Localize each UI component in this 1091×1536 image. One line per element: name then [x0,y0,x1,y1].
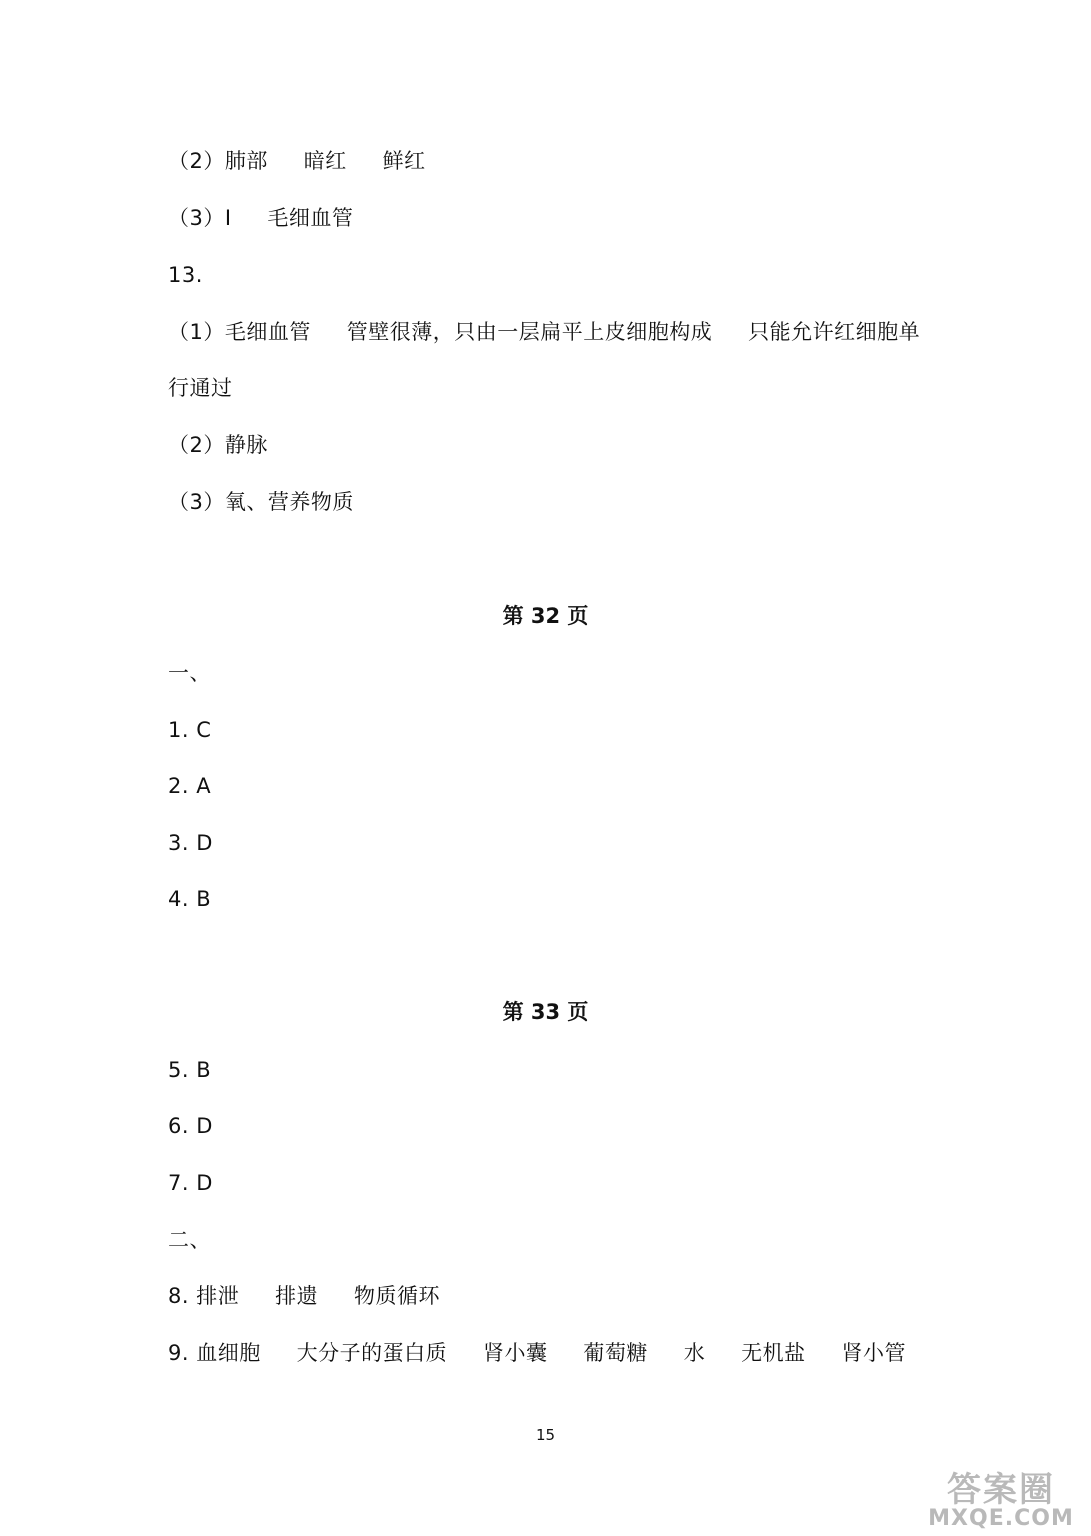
page-number: 15 [535,1426,556,1444]
watermark-url: MXQE.COM [928,1506,1074,1531]
answer-line: 5. B [168,1058,212,1082]
answer-line: 1. C [168,718,212,742]
section-heading: 第 32 页 [502,604,589,628]
question-number: 13. [168,263,203,287]
answer-line: 8. 排泄 排遗 物质循环 [168,1284,440,1308]
answer-line: 3. D [168,831,213,855]
answer-line: 4. B [168,887,212,911]
answer-line: （3）I 毛细血管 [168,206,354,230]
answer-line: （2）肺部 暗红 鲜红 [168,149,426,173]
answer-line-continued: 行通过 [168,376,233,400]
answer-line: 6. D [168,1114,213,1138]
answer-line: （1）毛细血管 管壁很薄，只由一层扁平上皮细胞构成 只能允许红细胞单 [168,320,921,344]
answer-line: （2）静脉 [168,433,268,457]
answer-line: 7. D [168,1171,213,1195]
watermark-logo [917,1472,1085,1532]
answer-line: 9. 血细胞 大分子的蛋白质 肾小囊 葡萄糖 水 无机盐 肾小管 [168,1341,906,1365]
answer-line: 2. A [168,774,212,798]
part-label: 二、 [168,1228,211,1252]
part-label: 一、 [168,661,211,685]
section-heading: 第 33 页 [502,1000,589,1024]
answer-line: （3）氧、营养物质 [168,490,354,514]
watermark-text: 答案圈 [947,1470,1055,1510]
